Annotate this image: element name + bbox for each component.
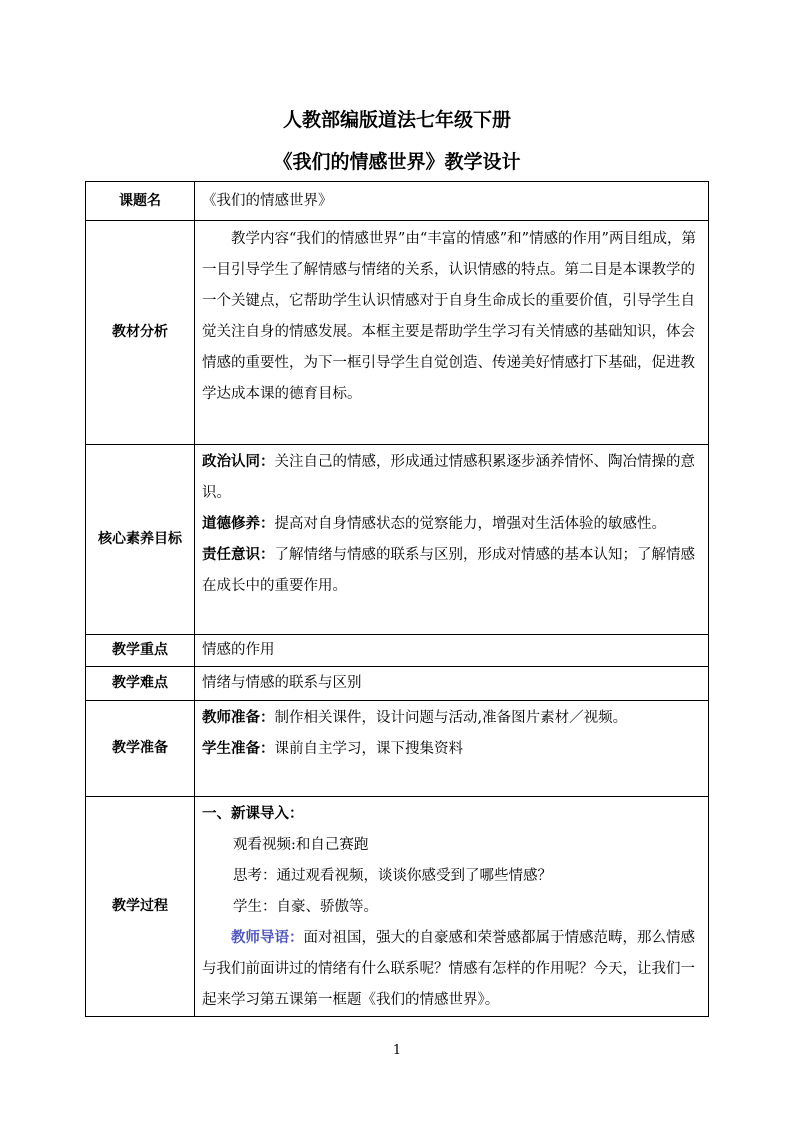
table-row-topic xyxy=(86,182,709,221)
page-number: 1 xyxy=(392,1043,402,1058)
goals-label: 核心素养目标 xyxy=(86,445,195,635)
prep-cell xyxy=(195,701,709,797)
prep-student: 学生准备：课前自主学习，课下搜集资料 xyxy=(202,741,463,757)
goal-responsibility: 责任意识：了解情绪与情感的联系与区别，形成对情感的基本认知；了解情感在成长中的重要作用。 xyxy=(202,547,695,594)
difficulty-value: 情绪与情感的联系与区别 xyxy=(195,667,709,701)
analysis-text: 教学内容“我们的情感世界”由“丰富的情感”和”情感的作用”两目组成，第一目引导学生了解情感与情绪的关系，认识情感的特点。第二目是本课教学的一个关键点，它帮助学生认识情感对于自身生命成长的重要价值，引导学生自觉关注自身的情感发展。本框主要是帮助学生学习有关情感的基础知识，体会情感的重要性，为下一框引导学生自觉创造、传递美好情感打下基础，促进教学达成本课的德育目标。 xyxy=(202,231,696,402)
goal-moral: 道德修养：提高对自身情感状态的觉察能力，增强对生活体验的敏感性。 xyxy=(202,516,666,532)
guide-heading: 教师导语： xyxy=(231,930,304,946)
analysis-cell xyxy=(195,221,709,445)
prep-label: 教学准备 xyxy=(86,701,195,797)
difficulty-label: 教学难点 xyxy=(86,667,195,701)
prep-teacher: 教师准备：制作相关课件，设计问题与活动,准备图片素材／视频。 xyxy=(202,710,628,726)
table-row-goals xyxy=(86,445,709,635)
goals-cell xyxy=(195,445,709,635)
process-section-heading: 一、新课导入： xyxy=(202,806,304,822)
process-guide: 教师导语：面对祖国，强大的自豪感和荣誉感都属于情感范畴，那么情感与我们前面讲过的情绪有什么联系呢？情感有怎样的作用呢？今天，让我们一起来学习第五课第一框题《我们的情感世界》。 xyxy=(202,930,695,1008)
analysis-label: 教材分析 xyxy=(86,221,195,445)
process-line3: 学生：自豪、骄傲等。 xyxy=(233,899,378,915)
keypoint-label: 教学重点 xyxy=(86,635,195,667)
table-row-prep xyxy=(86,701,709,797)
keypoint-value: 情感的作用 xyxy=(195,635,709,667)
goal-political: 政治认同：关注自己的情感，形成通过情感积累逐步涵养情怀、陶冶情操的意识。 xyxy=(202,454,695,501)
process-line1: 观看视频:和自己赛跑 xyxy=(233,837,369,853)
process-cell xyxy=(195,797,709,1017)
table-row-difficulty xyxy=(86,667,709,701)
process-label: 教学过程 xyxy=(86,797,195,1017)
doc-title-line1: 人教部编版道法七年级下册 xyxy=(282,109,511,131)
topic-label: 课题名 xyxy=(86,182,195,221)
lesson-plan-table xyxy=(85,181,709,1017)
table-row-keypoint xyxy=(86,635,709,667)
table-row-process xyxy=(86,797,709,1017)
topic-value: 《我们的情感世界》 xyxy=(195,182,709,221)
process-line2: 思考：通过观看视频，谈谈你感受到了哪些情感？ xyxy=(233,868,552,884)
table-row-analysis xyxy=(86,221,709,445)
doc-title-line2: 《我们的情感世界》教学设计 xyxy=(273,151,521,173)
